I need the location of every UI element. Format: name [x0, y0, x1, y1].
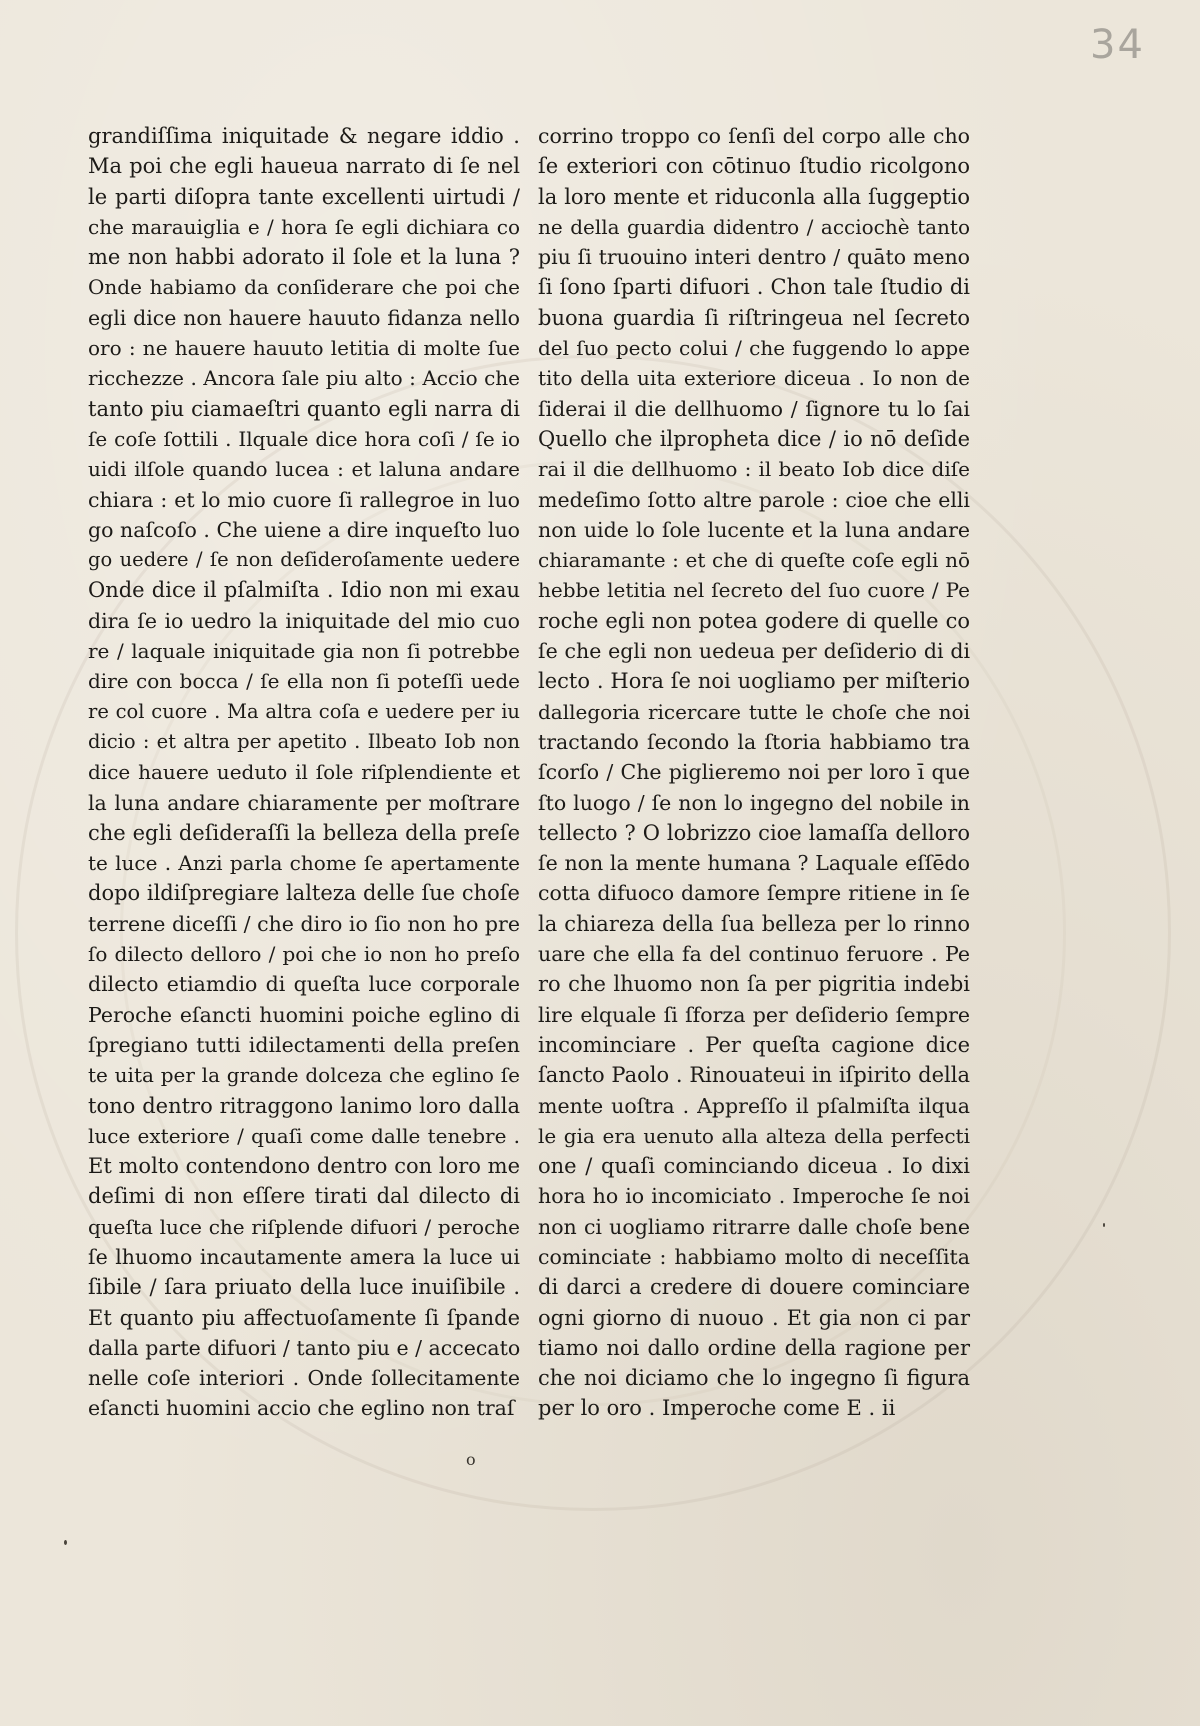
text-line: ne della guardia didentro / acciochè tanto	[538, 214, 970, 239]
text-line: uidi ilſole quando lucea : et laluna andare	[88, 457, 520, 482]
text-line: cominciate : habbiamo molto di neceſſita	[538, 1244, 970, 1269]
text-line: tanto piu ciamaeſtri quanto egli narra di	[88, 396, 520, 421]
text-line: queſta luce che riſplende difuori / peroche	[88, 1214, 520, 1239]
text-line: re / laquale iniquitade gia non ſi potrebbe	[88, 639, 520, 664]
text-line: deſimi di non eſſere tirati dal dilecto di	[88, 1184, 520, 1209]
text-line: tito della uita exteriore diceua . Io non de	[538, 366, 970, 391]
text-line: non uide lo ſole lucente et la luna andare	[538, 517, 970, 542]
text-line: ogni giorno di nuouo . Et gia non ci par	[538, 1305, 970, 1330]
text-line: me non habbi adorato il ſole et la luna ?	[88, 245, 520, 270]
text-line: chiaramante : et che di queſte coſe egli nō	[538, 548, 970, 573]
text-line: ſpregiano tutti idilectamenti della preſen	[88, 1032, 520, 1057]
text-line: dira ſe io uedro la iniquitade del mio cuo	[88, 608, 520, 633]
text-line: dallegoria ricercare tutte le choſe che noi	[538, 699, 970, 724]
text-line: incominciare . Per queſta cagione dice	[538, 1032, 970, 1057]
text-line: Et molto contendono dentro con loro me	[88, 1154, 520, 1179]
text-line: Et quanto piu affectuoſamente ſi ſpande	[88, 1305, 520, 1330]
text-line: one / quaſi cominciando diceua . Io dixi	[538, 1154, 970, 1179]
text-line: go naſcoſo . Che uiene a dire inqueſto luo	[88, 517, 520, 542]
text-line: ſcorſo / Che piglieremo noi per loro ī que	[538, 760, 970, 785]
text-line: Quello che ilpropheta dice / io nō deſide	[538, 426, 970, 451]
text-line: uare che ella fa del continuo feruore . Pe	[538, 942, 970, 967]
text-line: dopo ildiſpregiare lalteza delle ſue choſe	[88, 881, 520, 906]
signature-mark: o	[466, 1450, 476, 1469]
folio-number: 34	[1090, 22, 1145, 68]
paper-speck	[64, 1540, 67, 1545]
text-line: roche egli non potea godere di quelle co	[538, 608, 970, 633]
text-line: chiara : et lo mio cuore ſi rallegroe in luo	[88, 487, 520, 512]
text-line: che egli deſideraſſi la belleza della preſe	[88, 820, 520, 845]
text-line: non ci uogliamo ritrarre dalle choſe bene	[538, 1214, 970, 1239]
text-line: ſo dilecto delloro / poi che io non ho preſo	[88, 942, 520, 967]
text-line: ſe exteriori con cōtinuo ſtudio ricolgono	[538, 154, 970, 179]
right-text-column	[538, 121, 970, 1424]
text-line: le gia era uenuto alla alteza della perfecti	[538, 1123, 970, 1148]
text-line: dice hauere ueduto il ſole riſplendiente et	[88, 760, 520, 785]
text-line: ſto luogo / ſe non lo ingegno del nobile in	[538, 790, 970, 815]
text-line: re col cuore . Ma altra coſa e uedere per iu	[88, 699, 520, 723]
text-line: hebbe letitia nel ſecreto del ſuo cuore / Pe	[538, 578, 970, 603]
text-line: per lo oro . Imperoche come E . ii	[538, 1396, 896, 1421]
text-line: ſe coſe ſottili . Ilquale dice hora coſi / ſe io	[88, 426, 520, 451]
text-line: ſe lhuomo incautamente amera la luce ui	[88, 1244, 520, 1269]
left-text-column	[88, 121, 520, 1424]
text-line: le parti diſopra tante excellenti uirtudi /	[88, 184, 520, 209]
text-line: ſe che egli non uedeua per deſiderio di di	[538, 639, 970, 664]
text-line: tellecto ? O lobrizzo cioe lamaſſa delloro	[538, 820, 970, 845]
text-line: ricchezze . Ancora ſale piu alto : Accio che	[88, 366, 520, 391]
text-line: Ma poi che egli haueua narrato di ſe nel	[88, 154, 520, 179]
text-line: dire con bocca / ſe ella non ſi poteſſi uede	[88, 669, 520, 694]
text-line: ro che lhuomo non ſa per pigritia indebi	[538, 972, 970, 997]
text-line: te luce . Anzi parla chome ſe apertamente	[88, 851, 520, 876]
text-line: lire elquale ſi ſforza per deſiderio ſempre	[538, 1002, 970, 1027]
text-line: Onde dice il pſalmiſta . Idio non mi exau	[88, 578, 520, 603]
text-line: medeſimo ſotto altre parole : cioe che elli	[538, 487, 970, 512]
text-line: grandiſſima iniquitade & negare iddio .	[88, 124, 520, 148]
text-line: cotta difuoco damore ſempre ritiene in ſe	[538, 881, 970, 906]
text-line: mente uoſtra . Appreſſo il pſalmiſta ilqua	[538, 1093, 970, 1118]
text-line: ſi ſono ſparti difuori . Chon tale ſtudio di	[538, 275, 970, 300]
text-line: nelle coſe interiori . Onde ſollecitamente	[88, 1366, 520, 1391]
text-line: Peroche eſancti huomini poiche eglino di	[88, 1002, 520, 1027]
text-line: di darci a credere di douere cominciare	[538, 1275, 970, 1300]
text-line: Onde habiamo da conſiderare che poi che	[88, 275, 520, 300]
text-line: corrino troppo co ſenſi del corpo alle cho	[538, 124, 970, 148]
text-line: ſiderai il die dellhuomo / ſignore tu lo ſai	[538, 396, 970, 421]
text-line: luce exteriore / quaſi come dalle tenebre .	[88, 1123, 520, 1148]
text-line: buona guardia ſi riſtringeua nel ſecreto	[538, 305, 970, 330]
text-line: egli dice non hauere hauuto fidanza nello	[88, 305, 520, 330]
text-line: che noi diciamo che lo ingegno ſi figura	[538, 1366, 970, 1391]
text-line: terrene diceſſi / che diro io ſio non ho pre	[88, 911, 520, 936]
text-line: tono dentro ritraggono lanimo loro dalla	[88, 1093, 520, 1118]
text-line: che marauiglia e / hora ſe egli dichiara co	[88, 214, 520, 239]
text-line: rai il die dellhuomo : il beato Iob dice diſe	[538, 457, 970, 482]
text-line: tiamo noi dallo ordine della ragione per	[538, 1335, 970, 1360]
text-line: eſancti huomini accio che eglino non traſ	[88, 1396, 515, 1421]
text-line: hora ho io incomiciato . Imperoche ſe noi	[538, 1184, 970, 1209]
paper-speck	[1103, 1223, 1105, 1227]
text-line: go uedere / ſe non deſideroſamente uedere	[88, 548, 520, 572]
text-line: la luna andare chiaramente per moſtrare	[88, 790, 520, 815]
text-line: ſibile / ſara priuato della luce inuiſibile .	[88, 1275, 520, 1300]
text-line: lecto . Hora ſe noi uogliamo per miſterio	[538, 669, 970, 694]
text-line: tractando ſecondo la ſtoria habbiamo tra	[538, 729, 970, 754]
text-line: ſe non la mente humana ? Laquale eſſēdo	[538, 851, 970, 876]
text-line: dalla parte difuori / tanto piu e / accecato	[88, 1335, 521, 1360]
text-line: oro : ne hauere hauuto letitia di molte ſue	[88, 336, 520, 361]
text-line: ſancto Paolo . Rinouateui in iſpirito della	[538, 1063, 970, 1088]
text-line: la loro mente et riduconla alla ſuggeptio	[538, 184, 970, 209]
text-line: dilecto etiamdio di queſta luce corporale	[88, 972, 520, 997]
text-line: piu ſi truouino interi dentro / quāto meno	[538, 245, 970, 270]
text-line: dicio : et altra per apetito . Ilbeato Iob non	[88, 729, 520, 753]
text-line: te uita per la grande dolceza che eglino ſe	[88, 1063, 520, 1088]
text-line: del ſuo pecto colui / che fuggendo lo appe	[538, 336, 970, 361]
text-line: la chiareza della ſua belleza per lo rinno	[538, 911, 970, 936]
